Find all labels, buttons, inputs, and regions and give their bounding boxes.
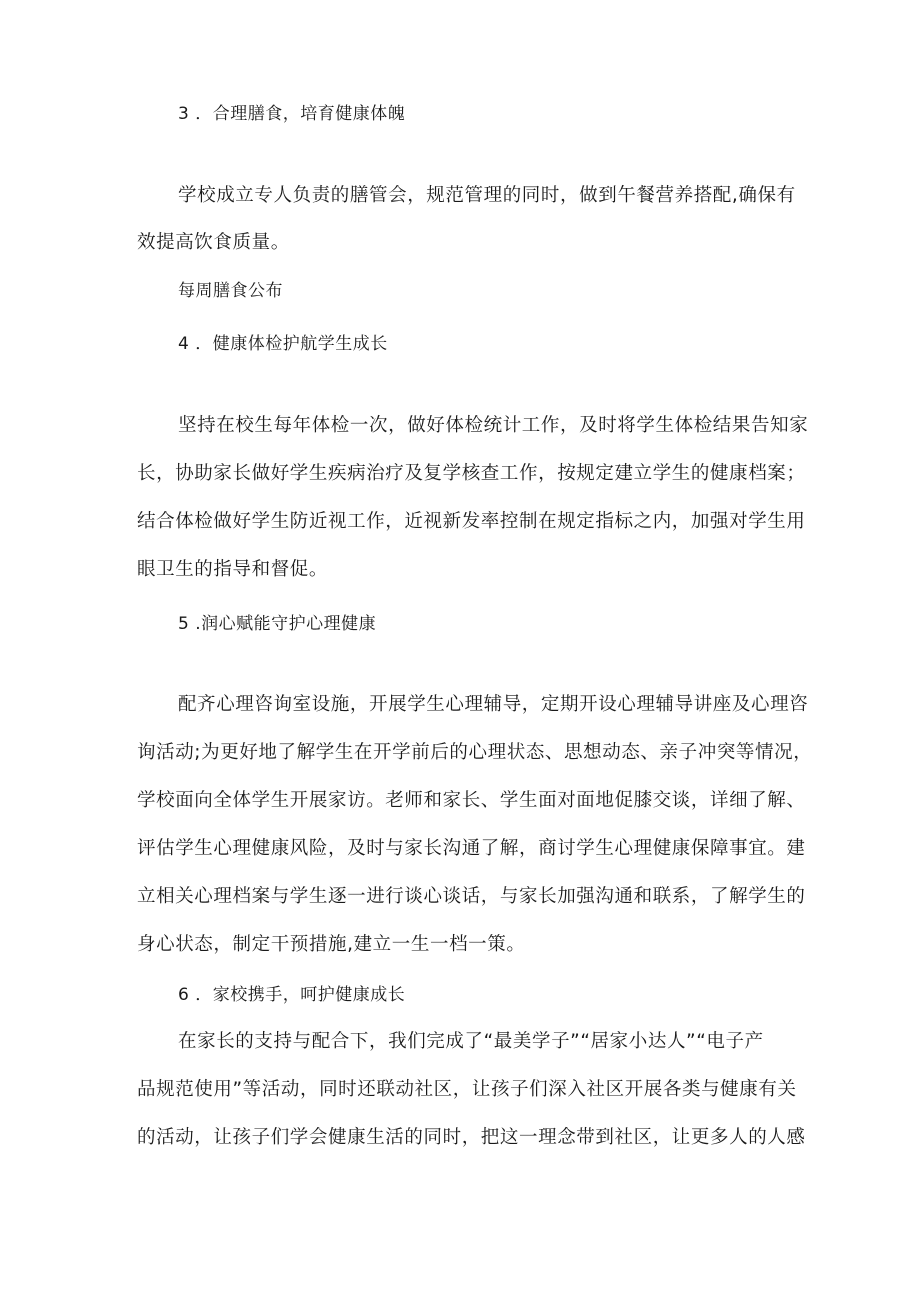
paragraph-line: 配齐心理咨询室设施，开展学生心理辅导，定期开设心理辅导讲座及心理咨 — [178, 694, 809, 715]
section-heading: 3 ．合理膳食，培育健康体魄 — [178, 104, 406, 124]
section-heading: 5 .润心赋能守护心理健康 — [178, 614, 377, 634]
paragraph-line: 学校面向全体学生开展家访。老师和家长、学生面对面地促膝交谈，详细了解、 — [137, 790, 806, 811]
paragraph-line: 在家长的支持与配合下，我们完成了“最美学子”“居家小达人”“电子产 — [178, 1031, 764, 1052]
paragraph-line: 的活动，让孩子们学会健康生活的同时，把这一理念带到社区，让更多人的人感 — [137, 1127, 806, 1148]
paragraph-line: 效提高饮食质量。 — [137, 232, 290, 253]
section-heading: 4 ．健康体检护航学生成长 — [178, 334, 388, 354]
paragraph-line: 结合体检做好学生防近视工作，近视新发率控制在规定指标之内，加强对学生用 — [137, 511, 806, 532]
section-heading: 6 ．家校携手，呵护健康成长 — [178, 985, 406, 1005]
paragraph-line: 询活动;为更好地了解学生在开学前后的心理状态、思想动态、亲子冲突等情况， — [137, 742, 813, 763]
paragraph-line: 评估学生心理健康风险，及时与家长沟通了解，商讨学生心理健康保障事宜。建 — [137, 838, 806, 859]
paragraph-line: 立相关心理档案与学生逐一进行谈心谈话，与家长加强沟通和联系，了解学生的 — [137, 886, 806, 907]
paragraph-line: 长，协助家长做好学生疾病治疗及复学核查工作，按规定建立学生的健康档案； — [137, 463, 806, 484]
paragraph-line: 品规范使用”等活动，同时还联动社区，让孩子们深入社区开展各类与健康有关 — [137, 1079, 797, 1100]
section-note: 每周膳食公布 — [178, 281, 283, 301]
paragraph-line: 身心状态，制定干预措施,建立一生一档一策。 — [137, 934, 526, 955]
paragraph-line: 眼卫生的指导和督促。 — [137, 559, 329, 580]
paragraph-line: 坚持在校生每年体检一次，做好体检统计工作，及时将学生体检结果告知家 — [178, 415, 809, 436]
paragraph-line: 学校成立专人负责的膳管会，规范管理的同时，做到午餐营养搭配,确保有 — [178, 185, 796, 206]
